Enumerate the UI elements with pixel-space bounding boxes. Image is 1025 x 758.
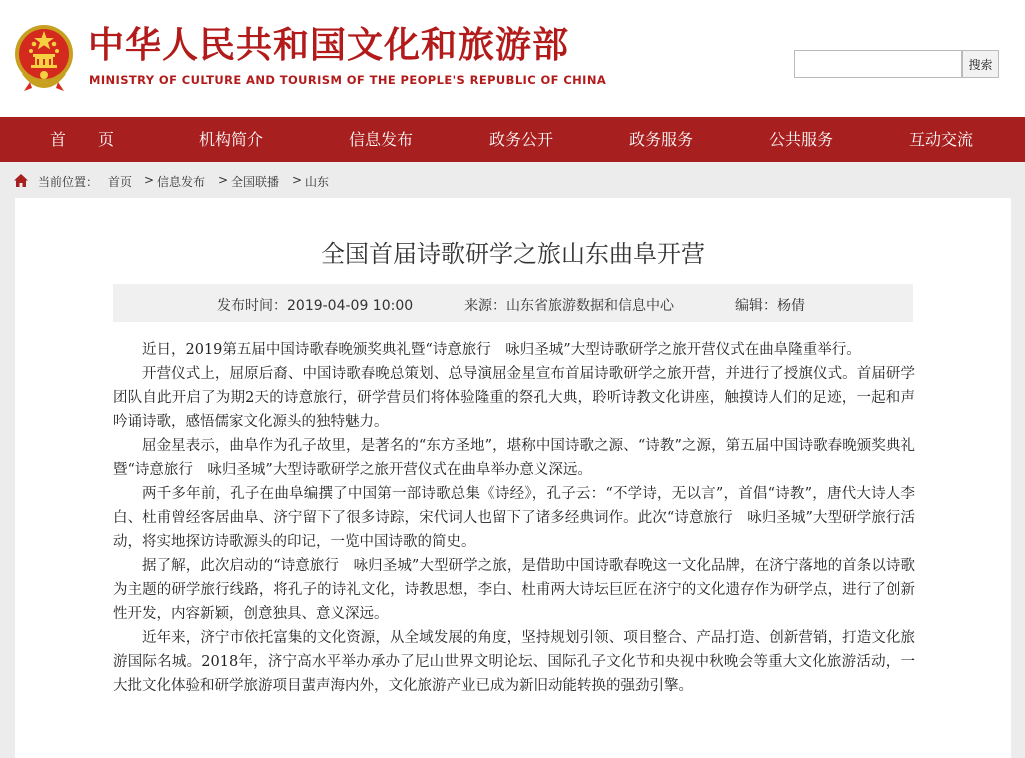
article-paragraph: 两千多年前，孔子在曲阜编撰了中国第一部诗歌总集《诗经》，孔子云：“不学诗，无以言”，首倡“诗教”，唐代大诗人李白、杜甫曾经客居曲阜、济宁留下了很多诗踪，宋代词人也留下了诸多经典词作。此次“诗意旅行 咏归圣城”大型研学旅行活动，将实地探访诗歌源头的印记，一览中国诗歌的简史。 [113, 486, 915, 550]
breadcrumb-separator: > [218, 173, 229, 187]
nav-item-government-affairs[interactable]: 政务公开 [489, 130, 554, 149]
article-paragraph: 屈金星表示，曲阜作为孔子故里，是著名的“东方圣地”，堪称中国诗歌之源、“诗教”之源，第五届中国诗歌春晚颁奖典礼暨“诗意旅行 咏归圣城”大型诗歌研学之旅开营仪式在曲阜举办意义深远。 [113, 438, 915, 478]
breadcrumb-item-national-broadcast[interactable]: 全国联播 [231, 175, 280, 189]
breadcrumb-item-home[interactable]: 首页 [108, 175, 133, 189]
breadcrumb-item-news[interactable]: 信息发布 [157, 175, 206, 189]
article-paragraph: 近年来，济宁市依托富集的文化资源，从全域发展的角度，坚持规划引领、项目整合、产品打造、创新营销，打造文化旅游国际名城。2018年，济宁高水平举办承办了尼山世界文明论坛、国际孔子文化节和央视中秋晚会等重大文化旅游活动，一大批文化体验和研学旅游项目蜚声海内外，文化旅游产业已成为新旧动能转换的强劲引擎。 [113, 630, 915, 694]
search-button[interactable]: 搜索 [962, 50, 999, 78]
nav-item-home[interactable]: 首 页 [50, 130, 115, 149]
breadcrumb-item-shandong[interactable]: 山东 [305, 175, 330, 189]
search-input[interactable] [794, 50, 962, 78]
national-emblem-icon[interactable] [12, 22, 76, 92]
publish-time: 发布时间：2019-04-09 10:00 [217, 298, 414, 314]
nav-item-public-services[interactable]: 公共服务 [769, 130, 834, 149]
nav-item-interaction[interactable]: 互动交流 [909, 130, 974, 149]
article-paragraph: 据了解，此次启动的“诗意旅行 咏归圣城”大型研学之旅，是借助中国诗歌春晚这一文化品牌，在济宁落地的首条以诗歌为主题的研学旅行线路，将孔子的诗礼文化，诗教思想，李白、杜甫两大诗坛巨匠在济宁的文化遗存作为研学点，进行了创新性开发，内容新颖，创意独具、意义深远。 [113, 558, 915, 622]
main-nav [0, 117, 1025, 162]
nav-item-news[interactable]: 信息发布 [349, 130, 414, 149]
site-title[interactable]: 中华人民共和国文化和旅游部 [88, 25, 570, 66]
article-editor: 编辑：杨倩 [735, 298, 805, 314]
site-header [0, 0, 1025, 117]
article-body [113, 338, 915, 698]
nav-item-government-services[interactable]: 政务服务 [629, 130, 694, 149]
breadcrumb-separator: > [144, 173, 155, 187]
home-icon [14, 174, 28, 187]
article-meta [113, 284, 913, 322]
article-container [15, 198, 1011, 758]
article-paragraph: 开营仪式上，屈原后裔、中国诗歌春晚总策划、总导演屈金星宣布首届诗歌研学之旅开营，并进行了授旗仪式。首届研学团队自此开启了为期2天的诗意旅行，研学营员们将体验隆重的祭孔大典，聆听诗教文化讲座，触摸诗人们的足迹，一起和声吟诵诗歌，感悟儒家文化源头的独特魅力。 [113, 366, 915, 430]
breadcrumb-separator: > [292, 173, 303, 187]
site-title-english[interactable]: MINISTRY OF CULTURE AND TOURISM OF THE PEOPLE'S REPUBLIC OF CHINA [89, 73, 607, 87]
article-title: 全国首届诗歌研学之旅山东曲阜开营 [321, 240, 705, 268]
breadcrumb-label: 当前位置： [38, 175, 99, 189]
nav-item-about[interactable]: 机构简介 [199, 130, 264, 149]
article-source: 来源：山东省旅游数据和信息中心 [464, 298, 674, 314]
article-paragraph: 近日，2019第五届中国诗歌春晚颁奖典礼暨“诗意旅行 咏归圣城”大型诗歌研学之旅开营仪式在曲阜隆重举行。 [142, 342, 861, 358]
breadcrumb [0, 162, 1025, 198]
